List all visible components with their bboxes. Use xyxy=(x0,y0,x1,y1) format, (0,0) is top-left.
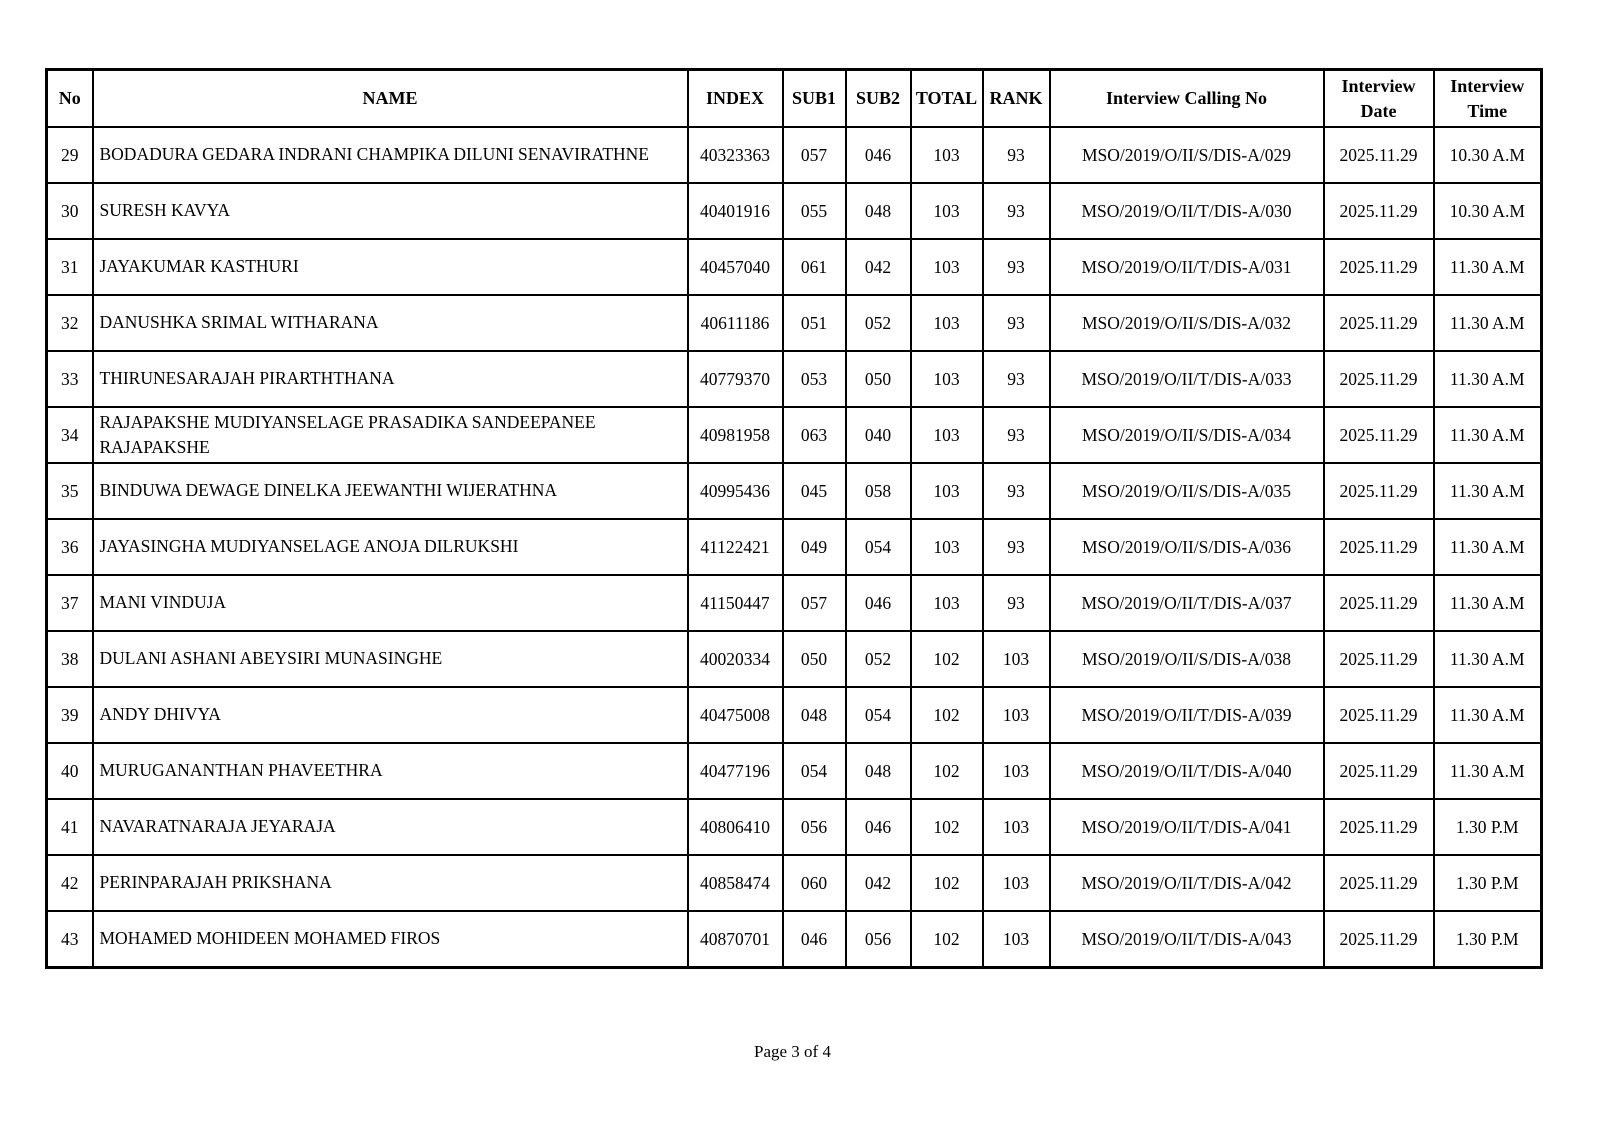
cell-sub2: 054 xyxy=(846,519,911,575)
cell-no: 30 xyxy=(47,183,93,239)
column-header-interview-date: Interview Date xyxy=(1324,70,1434,128)
cell-index: 40401916 xyxy=(688,183,783,239)
cell-name: RAJAPAKSHE MUDIYANSELAGE PRASADIKA SANDEEPANEE RAJAPAKSHE xyxy=(93,407,688,463)
cell-interview-calling-no: MSO/2019/O/II/T/DIS-A/041 xyxy=(1050,799,1324,855)
cell-sub2: 040 xyxy=(846,407,911,463)
cell-rank: 93 xyxy=(983,519,1050,575)
cell-interview-date: 2025.11.29 xyxy=(1324,295,1434,351)
page-number: Page 3 of 4 xyxy=(754,1042,831,1061)
cell-interview-time: 10.30 A.M xyxy=(1434,127,1542,183)
cell-index: 41150447 xyxy=(688,575,783,631)
cell-interview-date: 2025.11.29 xyxy=(1324,799,1434,855)
cell-index: 40477196 xyxy=(688,743,783,799)
cell-total: 102 xyxy=(911,743,983,799)
cell-rank: 103 xyxy=(983,743,1050,799)
cell-interview-time: 11.30 A.M xyxy=(1434,407,1542,463)
cell-no: 43 xyxy=(47,911,93,968)
cell-interview-time: 10.30 A.M xyxy=(1434,183,1542,239)
cell-no: 32 xyxy=(47,295,93,351)
cell-interview-calling-no: MSO/2019/O/II/T/DIS-A/039 xyxy=(1050,687,1324,743)
cell-no: 31 xyxy=(47,239,93,295)
cell-index: 40806410 xyxy=(688,799,783,855)
cell-index: 40870701 xyxy=(688,911,783,968)
cell-interview-time: 11.30 A.M xyxy=(1434,575,1542,631)
table-row xyxy=(47,631,1542,687)
cell-sub2: 046 xyxy=(846,127,911,183)
cell-sub1: 045 xyxy=(783,463,846,519)
cell-no: 35 xyxy=(47,463,93,519)
column-header-name: NAME xyxy=(93,70,688,128)
cell-interview-date: 2025.11.29 xyxy=(1324,351,1434,407)
cell-interview-date: 2025.11.29 xyxy=(1324,519,1434,575)
cell-sub2: 042 xyxy=(846,855,911,911)
cell-no: 39 xyxy=(47,687,93,743)
cell-rank: 93 xyxy=(983,295,1050,351)
cell-interview-calling-no: MSO/2019/O/II/S/DIS-A/029 xyxy=(1050,127,1324,183)
column-header-total: TOTAL xyxy=(911,70,983,128)
cell-total: 102 xyxy=(911,631,983,687)
cell-sub2: 050 xyxy=(846,351,911,407)
cell-interview-date: 2025.11.29 xyxy=(1324,239,1434,295)
cell-sub1: 051 xyxy=(783,295,846,351)
cell-sub1: 057 xyxy=(783,127,846,183)
table-row xyxy=(47,799,1542,855)
cell-name: NAVARATNARAJA JEYARAJA xyxy=(93,799,688,855)
cell-rank: 103 xyxy=(983,855,1050,911)
cell-rank: 103 xyxy=(983,687,1050,743)
table-row xyxy=(47,183,1542,239)
cell-no: 33 xyxy=(47,351,93,407)
cell-no: 40 xyxy=(47,743,93,799)
cell-interview-calling-no: MSO/2019/O/II/T/DIS-A/030 xyxy=(1050,183,1324,239)
cell-interview-time: 1.30 P.M xyxy=(1434,855,1542,911)
cell-interview-time: 11.30 A.M xyxy=(1434,239,1542,295)
cell-name: MOHAMED MOHIDEEN MOHAMED FIROS xyxy=(93,911,688,968)
cell-name: DANUSHKA SRIMAL WITHARANA xyxy=(93,295,688,351)
cell-total: 103 xyxy=(911,351,983,407)
cell-sub2: 052 xyxy=(846,631,911,687)
cell-name: SURESH KAVYA xyxy=(93,183,688,239)
cell-rank: 93 xyxy=(983,127,1050,183)
column-header-rank: RANK xyxy=(983,70,1050,128)
cell-total: 103 xyxy=(911,239,983,295)
cell-rank: 93 xyxy=(983,351,1050,407)
cell-rank: 103 xyxy=(983,631,1050,687)
interview-schedule-table xyxy=(45,68,1543,969)
cell-rank: 103 xyxy=(983,911,1050,968)
cell-interview-date: 2025.11.29 xyxy=(1324,463,1434,519)
table-row xyxy=(47,687,1542,743)
table-row xyxy=(47,463,1542,519)
cell-interview-time: 11.30 A.M xyxy=(1434,743,1542,799)
cell-name: MURUGANANTHAN PHAVEETHRA xyxy=(93,743,688,799)
cell-sub2: 056 xyxy=(846,911,911,968)
cell-interview-time: 11.30 A.M xyxy=(1434,687,1542,743)
table-row xyxy=(47,351,1542,407)
cell-index: 41122421 xyxy=(688,519,783,575)
cell-total: 103 xyxy=(911,407,983,463)
cell-interview-date: 2025.11.29 xyxy=(1324,687,1434,743)
cell-total: 103 xyxy=(911,183,983,239)
cell-name: THIRUNESARAJAH PIRARTHTHANA xyxy=(93,351,688,407)
cell-total: 103 xyxy=(911,575,983,631)
cell-sub1: 048 xyxy=(783,687,846,743)
cell-rank: 93 xyxy=(983,239,1050,295)
cell-interview-calling-no: MSO/2019/O/II/S/DIS-A/032 xyxy=(1050,295,1324,351)
cell-rank: 93 xyxy=(983,183,1050,239)
cell-interview-date: 2025.11.29 xyxy=(1324,631,1434,687)
cell-interview-date: 2025.11.29 xyxy=(1324,575,1434,631)
cell-sub1: 050 xyxy=(783,631,846,687)
table-row xyxy=(47,743,1542,799)
cell-interview-date: 2025.11.29 xyxy=(1324,127,1434,183)
column-header-interview-time: Interview Time xyxy=(1434,70,1542,128)
table-row xyxy=(47,855,1542,911)
cell-interview-calling-no: MSO/2019/O/II/S/DIS-A/035 xyxy=(1050,463,1324,519)
cell-no: 36 xyxy=(47,519,93,575)
table-body xyxy=(47,127,1542,968)
column-header-sub2: SUB2 xyxy=(846,70,911,128)
cell-sub2: 054 xyxy=(846,687,911,743)
cell-interview-calling-no: MSO/2019/O/II/T/DIS-A/037 xyxy=(1050,575,1324,631)
cell-sub1: 054 xyxy=(783,743,846,799)
table-row xyxy=(47,127,1542,183)
cell-interview-date: 2025.11.29 xyxy=(1324,407,1434,463)
cell-total: 102 xyxy=(911,855,983,911)
cell-interview-time: 1.30 P.M xyxy=(1434,911,1542,968)
cell-interview-time: 11.30 A.M xyxy=(1434,351,1542,407)
cell-interview-calling-no: MSO/2019/O/II/S/DIS-A/034 xyxy=(1050,407,1324,463)
cell-rank: 93 xyxy=(983,575,1050,631)
cell-interview-time: 11.30 A.M xyxy=(1434,295,1542,351)
cell-sub1: 049 xyxy=(783,519,846,575)
cell-index: 40779370 xyxy=(688,351,783,407)
cell-no: 34 xyxy=(47,407,93,463)
table-header-row xyxy=(47,70,1542,128)
cell-no: 38 xyxy=(47,631,93,687)
cell-total: 102 xyxy=(911,911,983,968)
cell-interview-time: 11.30 A.M xyxy=(1434,463,1542,519)
cell-index: 40858474 xyxy=(688,855,783,911)
cell-sub1: 057 xyxy=(783,575,846,631)
cell-index: 40995436 xyxy=(688,463,783,519)
table-row xyxy=(47,295,1542,351)
cell-name: JAYASINGHA MUDIYANSELAGE ANOJA DILRUKSHI xyxy=(93,519,688,575)
cell-name: PERINPARAJAH PRIKSHANA xyxy=(93,855,688,911)
cell-interview-calling-no: MSO/2019/O/II/T/DIS-A/033 xyxy=(1050,351,1324,407)
cell-sub2: 052 xyxy=(846,295,911,351)
cell-interview-calling-no: MSO/2019/O/II/S/DIS-A/036 xyxy=(1050,519,1324,575)
cell-interview-calling-no: MSO/2019/O/II/S/DIS-A/038 xyxy=(1050,631,1324,687)
cell-sub2: 058 xyxy=(846,463,911,519)
cell-interview-calling-no: MSO/2019/O/II/T/DIS-A/043 xyxy=(1050,911,1324,968)
cell-total: 103 xyxy=(911,295,983,351)
cell-no: 42 xyxy=(47,855,93,911)
cell-no: 41 xyxy=(47,799,93,855)
cell-index: 40323363 xyxy=(688,127,783,183)
cell-interview-calling-no: MSO/2019/O/II/T/DIS-A/042 xyxy=(1050,855,1324,911)
cell-sub1: 055 xyxy=(783,183,846,239)
cell-sub1: 056 xyxy=(783,799,846,855)
cell-index: 40981958 xyxy=(688,407,783,463)
cell-interview-time: 11.30 A.M xyxy=(1434,631,1542,687)
cell-sub2: 046 xyxy=(846,575,911,631)
column-header-no: No xyxy=(47,70,93,128)
cell-total: 102 xyxy=(911,799,983,855)
cell-interview-date: 2025.11.29 xyxy=(1324,183,1434,239)
cell-sub1: 046 xyxy=(783,911,846,968)
cell-interview-date: 2025.11.29 xyxy=(1324,743,1434,799)
cell-total: 102 xyxy=(911,687,983,743)
cell-index: 40475008 xyxy=(688,687,783,743)
cell-sub2: 048 xyxy=(846,743,911,799)
cell-index: 40611186 xyxy=(688,295,783,351)
table-row xyxy=(47,239,1542,295)
cell-name: DULANI ASHANI ABEYSIRI MUNASINGHE xyxy=(93,631,688,687)
cell-index: 40020334 xyxy=(688,631,783,687)
cell-sub1: 063 xyxy=(783,407,846,463)
cell-rank: 103 xyxy=(983,799,1050,855)
cell-sub2: 042 xyxy=(846,239,911,295)
column-header-sub1: SUB1 xyxy=(783,70,846,128)
table-row xyxy=(47,519,1542,575)
cell-interview-time: 1.30 P.M xyxy=(1434,799,1542,855)
cell-total: 103 xyxy=(911,519,983,575)
cell-rank: 93 xyxy=(983,407,1050,463)
cell-sub2: 046 xyxy=(846,799,911,855)
cell-name: BODADURA GEDARA INDRANI CHAMPIKA DILUNI SENAVIRATHNE xyxy=(93,127,688,183)
table-row xyxy=(47,575,1542,631)
cell-interview-date: 2025.11.29 xyxy=(1324,911,1434,968)
cell-index: 40457040 xyxy=(688,239,783,295)
cell-sub1: 061 xyxy=(783,239,846,295)
cell-name: MANI VINDUJA xyxy=(93,575,688,631)
column-header-index: INDEX xyxy=(688,70,783,128)
column-header-interview-calling-no: Interview Calling No xyxy=(1050,70,1324,128)
cell-name: JAYAKUMAR KASTHURI xyxy=(93,239,688,295)
cell-no: 37 xyxy=(47,575,93,631)
cell-name: ANDY DHIVYA xyxy=(93,687,688,743)
cell-sub1: 053 xyxy=(783,351,846,407)
cell-interview-calling-no: MSO/2019/O/II/T/DIS-A/031 xyxy=(1050,239,1324,295)
cell-sub1: 060 xyxy=(783,855,846,911)
cell-total: 103 xyxy=(911,463,983,519)
cell-no: 29 xyxy=(47,127,93,183)
table-row xyxy=(47,911,1542,968)
cell-interview-calling-no: MSO/2019/O/II/T/DIS-A/040 xyxy=(1050,743,1324,799)
cell-rank: 93 xyxy=(983,463,1050,519)
cell-sub2: 048 xyxy=(846,183,911,239)
cell-interview-date: 2025.11.29 xyxy=(1324,855,1434,911)
cell-total: 103 xyxy=(911,127,983,183)
cell-interview-time: 11.30 A.M xyxy=(1434,519,1542,575)
cell-name: BINDUWA DEWAGE DINELKA JEEWANTHI WIJERATHNA xyxy=(93,463,688,519)
table-row xyxy=(47,407,1542,463)
